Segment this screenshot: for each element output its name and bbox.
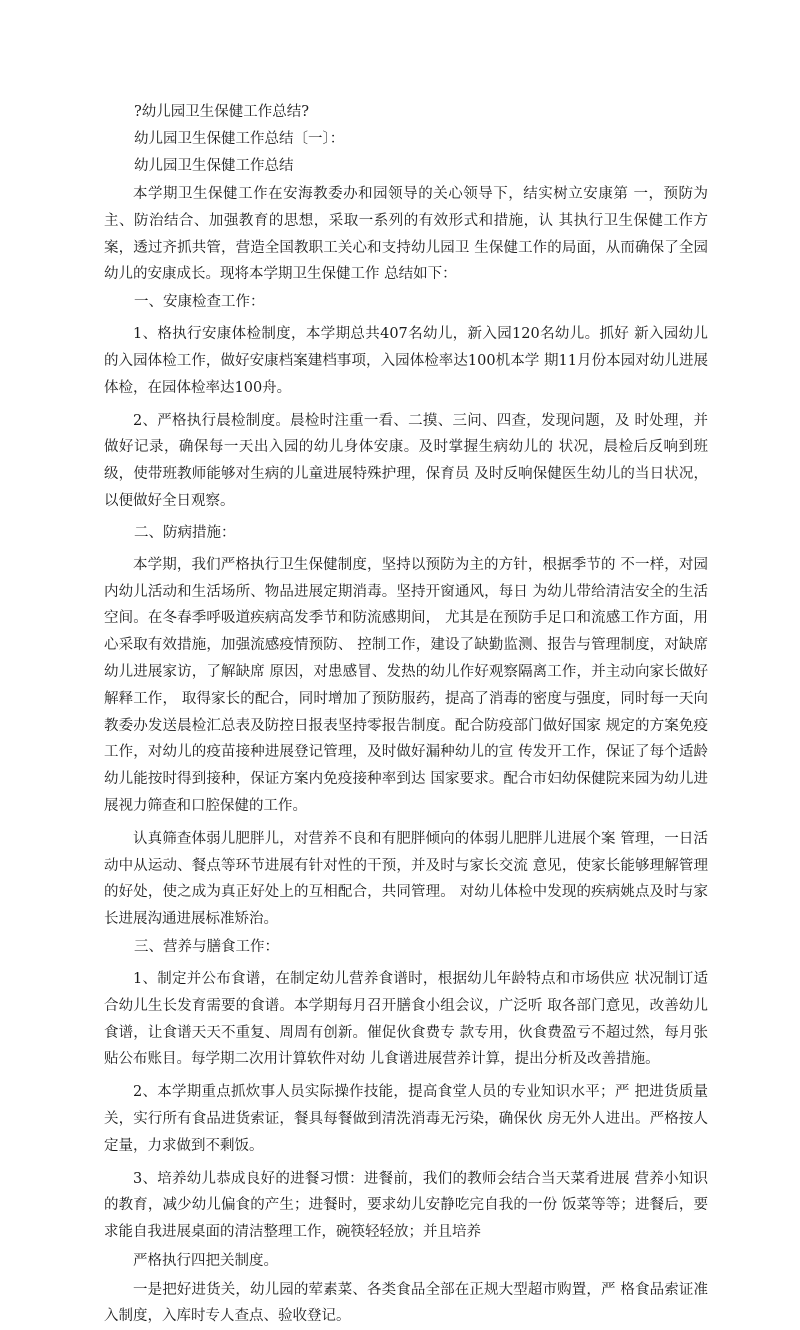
paragraph-eating-habits: 3、培养幼儿恭成良好的进餐习惯：进餐前，我们的教师会结合当天菜肴进展 营养小知识的教育，减少幼儿偏食的产生；进餐时，要求幼儿安静吃完自我的一份 饭菜等等；进餐后，要求能自我进展桌面的清洁整理工作，碗筷轻轻放；并且培养 [104, 1170, 708, 1241]
paragraph-morning-check: 2、严格执行晨检制度。晨检时注重一看、二摸、三问、四查，发现问题，及 时处理，并做好记录，确保每一天出入园的幼儿身体安康。及时掌握生病幼儿的 状况，晨检后反响到班级，使带班教师能够对生病的儿童进展特殊护理，保育员 及时反响保健医生幼儿的当日状况，以便做好全日观察。 [104, 412, 708, 509]
paragraph-kitchen-staff: 2、本学期重点抓炊事人员实际操作技能，提高食堂人员的专业知识水平；严 把进货质量关，实行所有食品进货索证，餐具每餐做到清洗消毒无污染，确保伙 房无外人进出。严格按人定量，力求做到不剩饭。 [104, 1084, 708, 1154]
section-heading-nutrition: 三、营养与膳食工作： [134, 938, 279, 955]
document-subtitle: 幼儿园卫生保健工作总结〔一〕： [134, 131, 345, 147]
paragraph-prevention-measures: 本学期，我们严格执行卫生保健制度，坚持以预防为主的方针，根据季节的 不一样，对园内幼儿活动和生活场所、物品进展定期消毒。坚持开窗通风，每日 为幼儿带给清洁安全的生活空间。在冬春季呼吸道疾病高发季节和防流感期间， 尤其是在预防手足口和流感工作方面，用心采取有效措施，加强流感疫情预防、 控制工作，建设了缺勤监测、报告与管理制度，对缺席幼儿进展家访，了解缺席 原因，对患感冒、发热的幼儿作好观察隔离工作，并主动向家长做好解释工作， 取得家长的配合，同时增加了预防服药，提高了消毒的密度与强度，同时每一天向教委办发送晨检汇总表及防控日报表坚持零报告制度。配合防疫部门做好国家 规定的方案免疫工作，对幼儿的疫苗接种进展登记管理，及时做好漏种幼儿的宣 传发开工作，保证了每个适龄幼儿能按时得到接种，保证方案内免疫接种率到达 国家要求。配合市妇幼保健院来园为幼儿进展视力筛查和口腔保健的工作。 [104, 556, 708, 814]
paragraph-four-checks: 严格执行四把关制度。 [133, 1252, 278, 1269]
document-title: ?幼儿园卫生保健工作总结? [134, 104, 310, 120]
section-heading-health-check: 一、安康检查工作： [134, 294, 265, 311]
paragraph-physical-exam: 1、格执行安康体检制度，本学期总共407名幼儿，新入园120名幼儿。抓好 新入园幼儿的入园体检工作，做好安康档案建档事项，入园体检率达100机本学 期11月份本园对幼儿进展体检，在园体检率达100舟。 [104, 326, 708, 396]
paragraph-weak-children: 认真筛查体弱儿肥胖儿，对营养不良和有肥胖倾向的体弱儿肥胖儿进展个案 管理，一日活动中从运动、餐点等环节进展有针对性的干预，并及时与家长交流 意见，使家长能够理解管理的好处，使之成为真正好处上的互相配合，共同管理。 对幼儿体检中发现的疾病姚点及时与家长进展沟通进展标准矫治。 [104, 830, 708, 928]
paragraph-purchasing: 一是把好进货关，幼儿园的荤素菜、各类食品全部在正规大型超市购置，严 格食品索证准入制度，入库时专人查点、验收登记。 [104, 1281, 708, 1325]
section-heading-disease-prevention: 二、防病措施： [134, 524, 236, 541]
paragraph-recipes: 1、制定并公布食谱，在制定幼儿营养食谱时，根据幼儿年龄特点和市场供应 状况制订适合幼儿生长发育需要的食谱。本学期每月召开膳食小组会议，广泛听 取各部门意见，改善幼儿食谱，让食谱天天不重复、周周有创新。催促伙食费专 款专用，伙食费盈亏不超过然，每月张贴公布账目。每学期二次用计算软件对幼 儿食谱进展营养计算，提出分析及改善措施。 [104, 970, 708, 1068]
document-page [104, 100, 708, 1330]
intro-paragraph: 本学期卫生保健工作在安海教委办和园领导的关心领导下，结实树立安康第 一，预防为主、防治结合、加强教育的思想，采取一系列的有效形式和措施，认 其执行卫生保健工作方案，透过齐抓共管，营造全国教职工关心和支持幼儿园卫 生保健工作的局面，从而确保了全园幼儿的安康成长。现将本学期卫生保健工作 总结如下： [104, 186, 708, 283]
document-subheading: 幼儿园卫生保健工作总结 [134, 158, 294, 174]
